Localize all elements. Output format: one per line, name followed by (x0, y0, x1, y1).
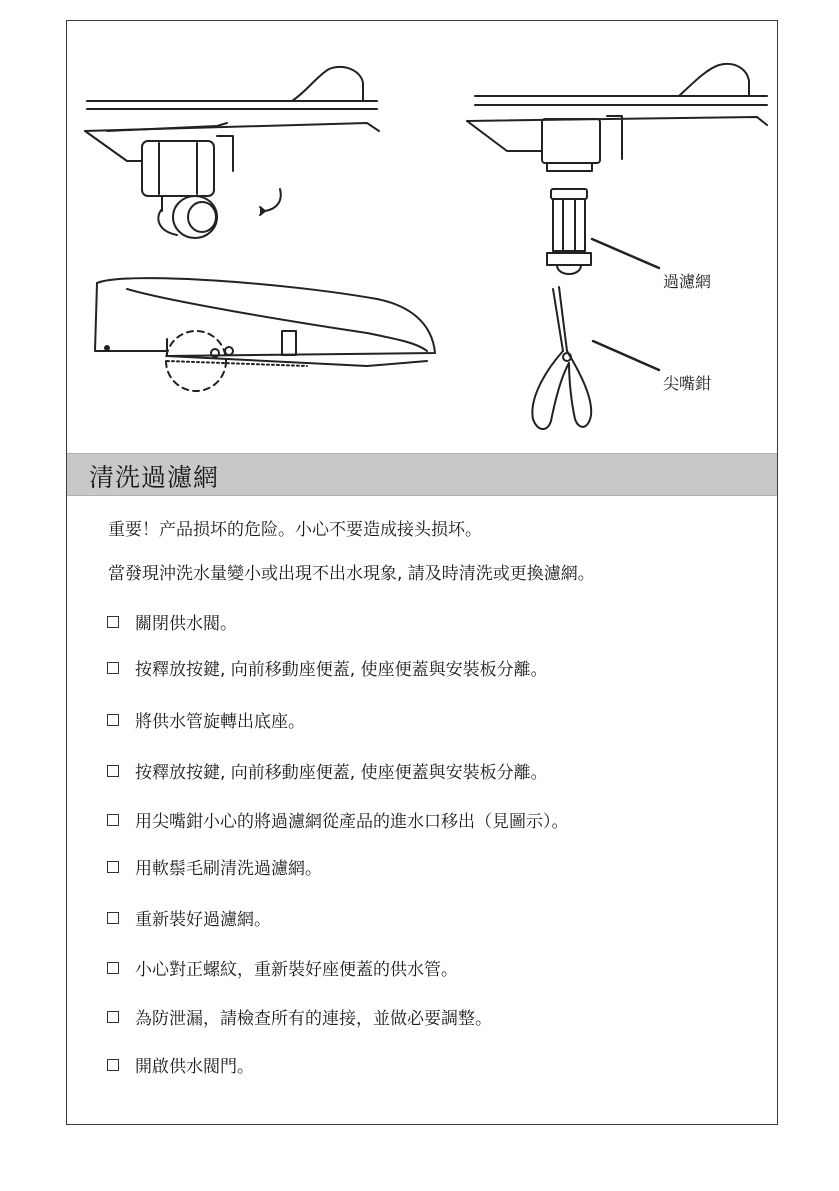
checkbox-icon (107, 962, 119, 974)
step-item (107, 758, 548, 783)
step-text: 按釋放按鍵, 向前移動座便蓋, 使座便蓋與安裝板分離。 (135, 660, 548, 680)
section-header (67, 453, 777, 496)
step-item (107, 655, 548, 680)
callout-filter: 過濾網 (663, 272, 712, 291)
warning-text: 重要！产品损坏的危险。小心不要造成接头损坏。 (108, 520, 482, 540)
step-text: 關閉供水閥。 (135, 614, 237, 634)
seat-filter-drawing (467, 64, 767, 274)
step-item (107, 1004, 492, 1029)
step-text: 將供水管旋轉出底座。 (135, 712, 305, 732)
section-title: 清洗過濾網 (89, 463, 220, 492)
checkbox-icon (107, 814, 119, 826)
step-item (107, 1052, 254, 1077)
step-item (107, 707, 305, 732)
step-item (107, 854, 322, 879)
intro-text: 當發現沖洗水量變小或出現不出水現象, 請及時清洗或更換濾網。 (108, 564, 595, 584)
step-text: 開啟供水閥門。 (135, 1057, 254, 1077)
checkbox-icon (107, 1011, 119, 1023)
checkbox-icon (107, 1059, 119, 1071)
step-item (107, 609, 237, 634)
checkbox-icon (107, 714, 119, 726)
checkbox-icon (107, 765, 119, 777)
checkbox-icon (107, 861, 119, 873)
step-item (107, 905, 271, 930)
checkbox-icon (107, 616, 119, 628)
checkbox-icon (107, 912, 119, 924)
step-item (107, 807, 569, 832)
seat-side-drawing (95, 278, 435, 391)
pliers-drawing (532, 287, 591, 429)
step-text: 為防泄漏，請檢查所有的連接，並做必要調整。 (135, 1009, 492, 1029)
step-text: 按釋放按鍵, 向前移動座便蓋, 使座便蓋與安裝板分離。 (135, 763, 548, 783)
step-text: 小心對正螺紋，重新裝好座便蓋的供水管。 (135, 960, 458, 980)
step-text: 用尖嘴鉗小心的將過濾網從產品的進水口移出（見圖示）。 (135, 812, 569, 832)
seat-connector-drawing (85, 67, 379, 238)
page-frame (66, 20, 778, 1125)
step-text: 重新裝好過濾網。 (135, 910, 271, 930)
step-item (107, 955, 458, 980)
step-text: 用軟鬃毛刷清洗過濾網。 (135, 859, 322, 879)
callout-pliers: 尖嘴鉗 (663, 374, 712, 393)
checkbox-icon (107, 662, 119, 674)
